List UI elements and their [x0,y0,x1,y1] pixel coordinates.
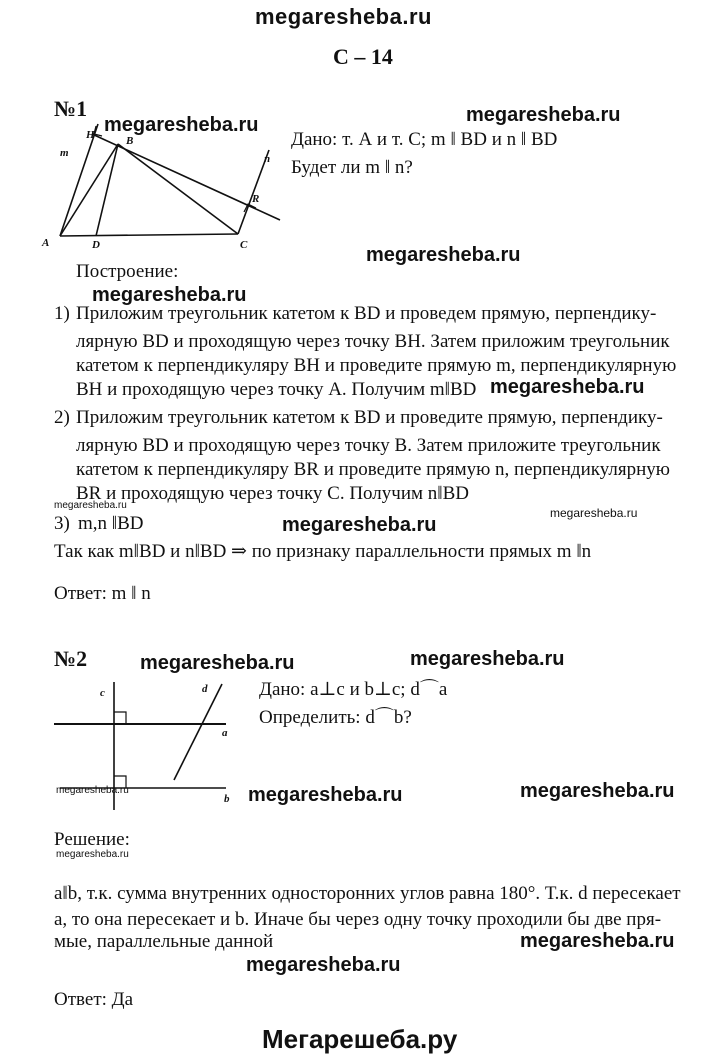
label-h: H [86,129,95,141]
label-b: B [126,135,134,147]
watermark: megaresheba.ru [104,114,259,136]
watermark: megaresheba.ru [550,506,638,520]
watermark: megaresheba.ru [92,284,247,306]
step-line: лярную BD и проходящую через точку BH. Затем приложим треугольник [76,331,670,352]
solution-heading: Решение: [54,829,130,850]
step-line: Приложим треугольник катетом к BD и проведем прямую, перпендику- [76,303,657,324]
step-line: m,n ‖BD [78,513,144,534]
label-b: b [224,793,230,805]
solution-line: мые, параллельные данной [54,931,274,952]
line-d [174,684,222,780]
task1-question: Будет ли m ‖ n? [291,157,413,178]
label-c: C [240,239,248,251]
label-n: n [264,153,271,165]
step-marker: 1) [54,303,70,324]
segment-bd [96,144,118,236]
watermark: megaresheba.ru [54,500,127,511]
line-bh [92,134,280,220]
step-marker: 3) [54,513,70,534]
label-d: D [92,239,100,251]
watermark: megaresheba.ru [466,104,621,126]
watermark: megaresheba.ru [140,652,295,674]
task1-number: №1 [54,96,88,121]
task1-conclusion: Так как m‖BD и n‖BD ⇒ по признаку параллельности прямых m ‖n [54,541,592,562]
segment-bc [118,144,238,234]
step-line: катетом к перпендикуляру BH и проведите прямую m, перпендикулярную [76,355,677,376]
watermark: megaresheba.ru [248,784,403,806]
watermark: megaresheba.ru [366,244,521,266]
watermark: megaresheba.ru [56,785,129,796]
task2-number: №2 [54,646,88,671]
solution-line: a‖b, т.к. сумма внутренних односторонних углов равна 180°. Т.к. d пересекает [54,883,681,904]
task2-question: Определить: d⌒b? [259,707,412,728]
step-marker: 2) [54,407,70,428]
section-title: С – 14 [333,44,393,69]
task1-given: Дано: т. А и т. С; m ‖ BD и n ‖ BD [291,129,558,150]
label-a: A [42,237,50,249]
watermark: megaresheba.ru [410,648,565,670]
step-line: BH и проходящую через точку A. Получим m‖BD [76,379,477,400]
label-d: d [202,683,208,695]
step-line: BR и проходящую через точку C. Получим n‖BD [76,483,470,504]
label-m: m [60,147,69,159]
task1-answer: Ответ: m ‖ n [54,583,151,604]
segment-ac [60,234,238,236]
watermark: megaresheba.ru [56,849,129,860]
watermark: megaresheba.ru [246,954,401,976]
label-c: c [100,687,105,699]
label-a: a [222,727,228,739]
watermark: megaresheba.ru [490,376,645,398]
segment-ab [60,144,118,236]
footer-watermark: Мегарешеба.ру [262,1024,458,1054]
solution-line: a, то она пересекает и b. Иначе бы через одну точку проходили бы две пря- [54,909,662,930]
task2-answer: Ответ: Да [54,989,134,1010]
task1-figure [36,122,300,258]
task2-given: Дано: a⊥c и b⊥c; d⌒a [259,679,448,700]
right-angle-mark-a [114,712,126,724]
watermark: megaresheba.ru [520,780,675,802]
watermark: megaresheba.ru [282,514,437,536]
construction-heading: Построение: [76,261,179,282]
right-angle-mark-h [94,126,102,136]
step-line: лярную BD и проходящую через точку B. Затем приложите треугольник [76,435,661,456]
step-line: катетом к перпендикуляру BR и проведите прямую n, перпендикулярную [76,459,670,480]
step-line: Приложим треугольник катетом к BD и проведите прямую, перпендику- [76,407,663,428]
site-header-watermark: megaresheba.ru [255,4,432,29]
watermark: megaresheba.ru [520,930,675,952]
label-r: R [252,193,260,205]
